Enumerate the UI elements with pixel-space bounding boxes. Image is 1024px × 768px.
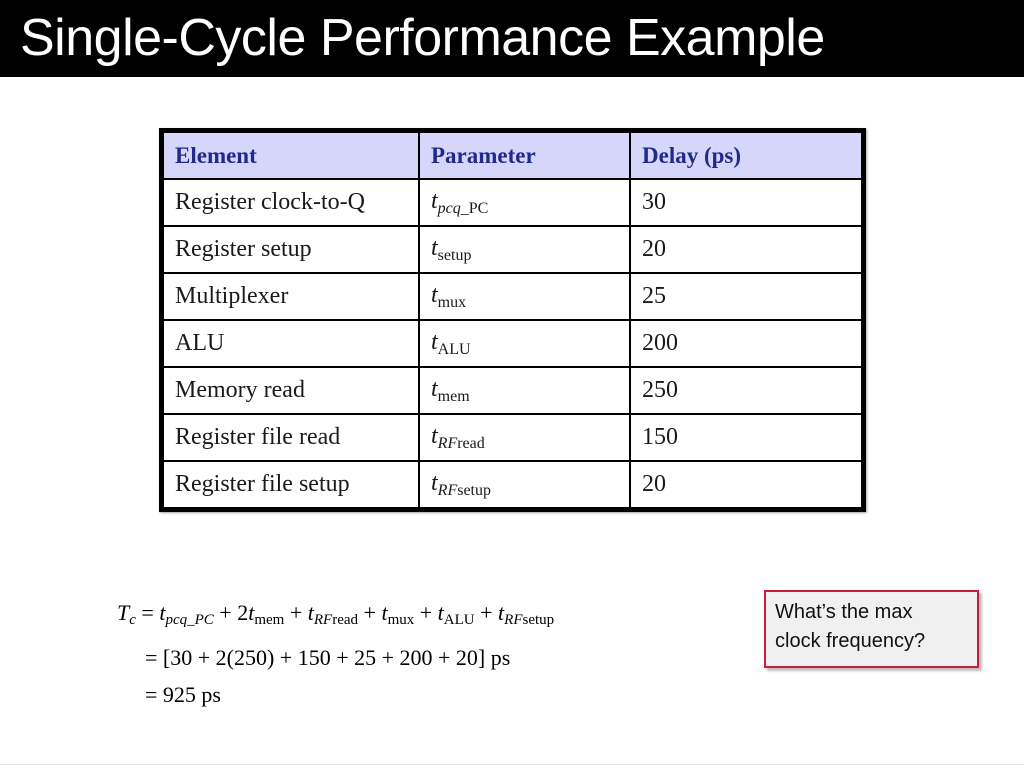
parameter-table-frame (159, 128, 866, 512)
question-callout (764, 590, 979, 668)
header-element: Element (163, 132, 419, 179)
header-delay: Delay (ps) (630, 132, 862, 179)
param-subscript: setup (437, 246, 472, 264)
cell-delay: 20 (630, 461, 862, 508)
table-row (163, 414, 862, 461)
cell-parameter (419, 320, 630, 367)
param-base: t (431, 328, 438, 355)
cell-parameter (419, 273, 630, 320)
param-base: t (431, 375, 438, 402)
cell-parameter (419, 367, 630, 414)
cell-parameter (419, 461, 630, 508)
param-base: t (431, 469, 438, 496)
table-row (163, 320, 862, 367)
param-base: t (431, 187, 438, 214)
formula-line-1: Tc = tpcq_PC + 2tmem + tRFread + tmux + tALU + tRFsetup (117, 600, 555, 628)
param-base: t (431, 422, 438, 449)
param-subscript: mux (437, 293, 467, 311)
formula-line-2: = [30 + 2(250) + 150 + 25 + 200 + 20] ps (145, 645, 511, 670)
cell-parameter (419, 226, 630, 273)
title-bar (0, 0, 1024, 77)
table-row (163, 273, 862, 320)
cell-element: Register file setup (163, 461, 419, 508)
cell-element: Register clock-to-Q (163, 179, 419, 226)
page-title: Single-Cycle Performance Example (20, 9, 825, 67)
callout-line-2: clock frequency? (775, 630, 926, 652)
param-base: t (431, 234, 438, 261)
param-subscript: RFread (437, 434, 485, 452)
table-row (163, 461, 862, 508)
table-header-row (163, 132, 862, 179)
cell-element: ALU (163, 320, 419, 367)
param-base: t (431, 281, 438, 308)
cell-delay: 250 (630, 367, 862, 414)
header-parameter: Parameter (419, 132, 630, 179)
callout-line-1: What’s the max (775, 601, 913, 623)
cell-parameter (419, 414, 630, 461)
cell-delay: 25 (630, 273, 862, 320)
cell-element: Memory read (163, 367, 419, 414)
bottom-divider (0, 764, 1024, 765)
table-row (163, 179, 862, 226)
param-subscript: RFsetup (437, 481, 491, 499)
cell-delay: 20 (630, 226, 862, 273)
table-row (163, 226, 862, 273)
cell-delay: 200 (630, 320, 862, 367)
param-subscript: mem (437, 387, 470, 405)
cell-parameter (419, 179, 630, 226)
parameter-table (162, 131, 863, 509)
cycle-time-formula (117, 594, 554, 713)
cell-delay: 150 (630, 414, 862, 461)
cell-delay: 30 (630, 179, 862, 226)
param-subscript: ALU (437, 340, 471, 358)
cell-element: Multiplexer (163, 273, 419, 320)
cell-element: Register setup (163, 226, 419, 273)
cell-element: Register file read (163, 414, 419, 461)
formula-line-3: = 925 ps (145, 682, 221, 707)
table-row (163, 367, 862, 414)
param-subscript: pcq_PC (437, 199, 489, 217)
